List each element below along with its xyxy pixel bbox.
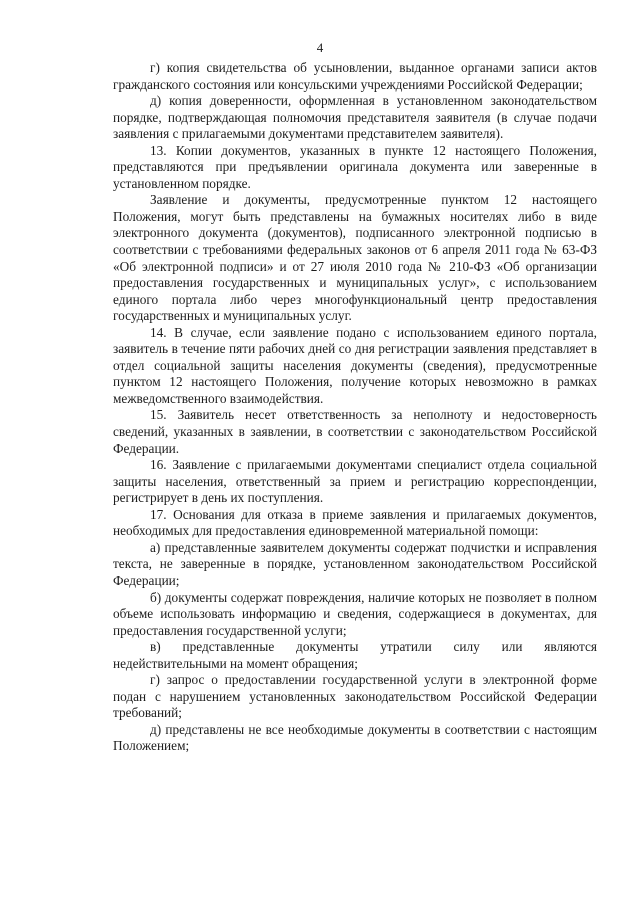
- paragraph-16-registration: 16. Заявление с прилагаемыми документами специалист отдела социальной защиты населения, ответственный за прием и регистрацию корреспонденции, регистрирует в день их поступления.: [113, 457, 597, 506]
- paragraph-17-item-v: в) представленные документы утратили силу или являются недействительными на момент обращения;: [113, 639, 597, 671]
- paragraph-17-item-a: а) представленные заявителем документы содержат подчистки и исправления текста, не заверенные в порядке, установленном законодательством Российской Федерации;: [113, 539, 597, 588]
- paragraph-13-document-copies: 13. Копии документов, указанных в пункте 12 настоящего Положения, представляются при предъявлении оригинала документа или заверенные в установленном порядке.: [113, 142, 597, 191]
- page-number: 4: [316, 40, 324, 55]
- paragraph-17-item-b: б) документы содержат повреждения, наличие которых не позволяет в полном объеме использовать информацию и сведения, содержащиеся в документах, для предоставления государственной услуги;: [113, 589, 597, 638]
- paragraph-17-refusal-grounds: 17. Основания для отказа в приеме заявления и прилагаемых документов, необходимых для предоставления единовременной материальной помощи:: [113, 506, 597, 539]
- paragraph-item-g-adoption-certificate: г) копия свидетельства об усыновлении, выданное органами записи актов гражданского состояния или консульскими учреждениями Российской Федерации;: [113, 60, 597, 92]
- paragraph-electronic-submission: Заявление и документы, предусмотренные пунктом 12 настоящего Положения, могут быть представлены на бумажных носителях либо в виде электронного документа (документов), подписанного электронной подписью в соответствии с требованиями федеральных законов от 6 апреля 2011 года № 63-ФЗ «Об электронной подписи» и от 27 июля 2010 года № 210-ФЗ «Об организации предоставления государственных и муниципальных услуг», с использованием единого портала либо через многофункциональный центр предоставления государственных и муниципальных услуг.: [113, 192, 597, 324]
- paragraph-17-item-g: г) запрос о предоставлении государственной услуги в электронной форме подан с нарушением установленных законодательством Российской Федерации требований;: [113, 672, 597, 721]
- paragraph-17-item-d: д) представлены не все необходимые документы в соответствии с настоящим Положением;: [113, 721, 597, 754]
- paragraph-14-portal-submission: 14. В случае, если заявление подано с использованием единого портала, заявитель в течение пяти рабочих дней со дня регистрации заявления представляет в отдел социальной защиты населения документы (сведения), предусмотренные пунктом 12 настоящего Положения, получение которых невозможно в рамках межведомственного взаимодействия.: [113, 324, 597, 406]
- document-body: [113, 60, 597, 755]
- paragraph-item-d-power-of-attorney: д) копия доверенности, оформленная в установленном законодательством порядке, подтверждающая полномочия представителя заявителя (в случае подачи заявления с прилагаемыми документами представителем заявителя).: [113, 93, 597, 142]
- paragraph-15-applicant-responsibility: 15. Заявитель несет ответственность за неполноту и недостоверность сведений, указанных в заявлении, в соответствии с законодательством Российской Федерации.: [113, 407, 597, 456]
